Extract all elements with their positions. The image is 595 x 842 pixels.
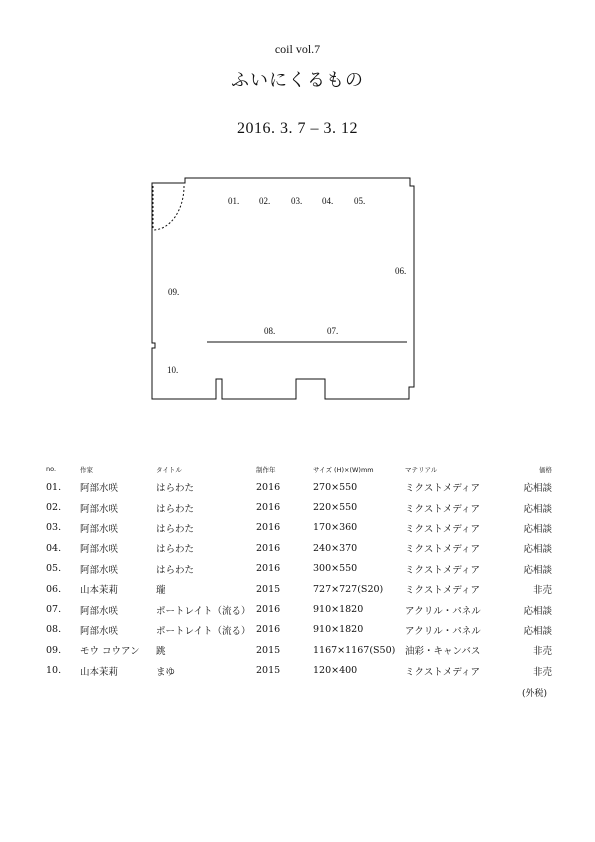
table-row: [46, 518, 552, 538]
cell-year: 2016: [256, 522, 281, 534]
plan-label-02: 02.: [259, 196, 271, 206]
cell-year: 2016: [256, 502, 281, 514]
cell-artist: 阿部水咲: [80, 605, 119, 617]
cell-material: ミクストメディア: [405, 483, 481, 495]
cell-title: ポートレイト（流る）: [156, 605, 251, 617]
cell-year: 2016: [256, 542, 281, 554]
cell-title: 瓏: [156, 585, 166, 597]
exhibition-title: ふいにくるもの: [231, 70, 364, 91]
cell-no: 03.: [46, 522, 62, 534]
table-row: [46, 640, 552, 660]
cell-no: 08.: [46, 624, 62, 636]
cell-no: 01.: [46, 481, 62, 493]
works-table: [46, 461, 552, 681]
cell-material: アクリル・パネル: [405, 625, 481, 637]
cell-artist: 阿部水咲: [80, 625, 119, 637]
series-label: coil vol.7: [274, 42, 321, 56]
cell-title: はらわた: [156, 503, 195, 515]
table-header-row: [46, 461, 552, 477]
table-row: [46, 538, 552, 558]
cell-artist: 阿部水咲: [80, 483, 119, 495]
cell-year: 2016: [256, 481, 281, 493]
cell-price: 応相談: [523, 523, 552, 535]
cell-size: 727×727(S20): [313, 583, 384, 595]
cell-title: はらわた: [156, 523, 195, 535]
cell-no: 10.: [46, 665, 62, 677]
header-size: サイズ (H)×(W)mm: [313, 465, 374, 474]
cell-size: 910×1820: [313, 624, 364, 636]
cell-artist: 阿部水咲: [80, 544, 119, 556]
cell-year: 2016: [256, 563, 281, 575]
cell-price: 応相談: [523, 564, 552, 576]
plan-label-10: 10.: [167, 365, 179, 375]
cell-material: ミクストメディア: [405, 585, 481, 597]
table-row: [46, 599, 552, 619]
plan-label-01: 01.: [228, 196, 240, 206]
cell-price: 非売: [532, 666, 552, 678]
cell-year: 2016: [256, 624, 281, 636]
table-row: [46, 497, 552, 517]
plan-label-07: 07.: [327, 326, 339, 336]
cell-size: 270×550: [313, 481, 358, 493]
cell-price: 応相談: [523, 605, 552, 617]
cell-no: 09.: [46, 644, 62, 656]
cell-artist: 山本茉莉: [80, 585, 119, 597]
cell-year: 2016: [256, 604, 281, 616]
cell-price: 応相談: [523, 544, 552, 556]
cell-material: ミクストメディア: [405, 503, 481, 515]
cell-size: 120×400: [313, 665, 358, 677]
cell-price: 非売: [532, 646, 552, 658]
cell-no: 07.: [46, 604, 62, 616]
header-title: タイトル: [156, 465, 182, 474]
table-row: [46, 620, 552, 640]
cell-artist: 阿部水咲: [80, 503, 119, 515]
cell-year: 2015: [256, 665, 281, 677]
cell-size: 300×550: [313, 563, 358, 575]
cell-material: 油彩・キャンバス: [405, 646, 481, 658]
header-material: マテリアル: [405, 465, 438, 474]
cell-price: 応相談: [523, 483, 552, 495]
floor-plan-walls: [152, 178, 414, 399]
cell-size: 910×1820: [313, 604, 364, 616]
header-price: 価格: [539, 465, 552, 474]
exhibition-dates: 2016. 3. 7 – 3. 12: [237, 120, 358, 137]
cell-material: ミクストメディア: [405, 564, 481, 576]
header-year: 制作年: [256, 465, 276, 474]
cell-size: 220×550: [313, 502, 358, 514]
cell-title: 跳: [156, 646, 166, 658]
cell-title: はらわた: [156, 564, 195, 576]
cell-title: はらわた: [156, 544, 195, 556]
cell-material: アクリル・パネル: [405, 605, 481, 617]
plan-label-08: 08.: [264, 326, 276, 336]
cell-year: 2015: [256, 583, 281, 595]
cell-artist: 阿部水咲: [80, 564, 119, 576]
header-artist: 作家: [80, 465, 93, 474]
cell-size: 170×360: [313, 522, 358, 534]
plan-label-04: 04.: [322, 196, 334, 206]
door-swing: [153, 186, 184, 230]
header-no: no.: [46, 465, 57, 473]
cell-price: 応相談: [523, 625, 552, 637]
plan-label-05: 05.: [354, 196, 366, 206]
table-row: [46, 579, 552, 599]
cell-artist: 山本茉莉: [80, 666, 119, 678]
plan-label-03: 03.: [291, 196, 303, 206]
table-row: [46, 661, 552, 681]
cell-title: ポートレイト（流る）: [156, 625, 251, 637]
cell-price: 応相談: [523, 503, 552, 515]
cell-no: 02.: [46, 502, 62, 514]
cell-year: 2015: [256, 644, 281, 656]
cell-size: 1167×1167(S50): [313, 644, 396, 656]
cell-material: ミクストメディア: [405, 523, 481, 535]
cell-price: 非売: [532, 585, 552, 597]
cell-no: 05.: [46, 563, 62, 575]
cell-no: 04.: [46, 542, 62, 554]
table-row: [46, 477, 552, 497]
tax-note: (外税): [521, 689, 547, 699]
cell-material: ミクストメディア: [405, 544, 481, 556]
plan-label-09: 09.: [168, 287, 180, 297]
cell-material: ミクストメディア: [405, 666, 481, 678]
cell-size: 240×370: [313, 542, 358, 554]
plan-label-06: 06.: [395, 266, 407, 276]
cell-title: まゆ: [156, 666, 176, 678]
cell-title: はらわた: [156, 483, 195, 495]
table-row: [46, 559, 552, 579]
cell-artist: 阿部水咲: [80, 523, 119, 535]
cell-no: 06.: [46, 583, 62, 595]
cell-artist: モウ コウアン: [80, 646, 140, 658]
